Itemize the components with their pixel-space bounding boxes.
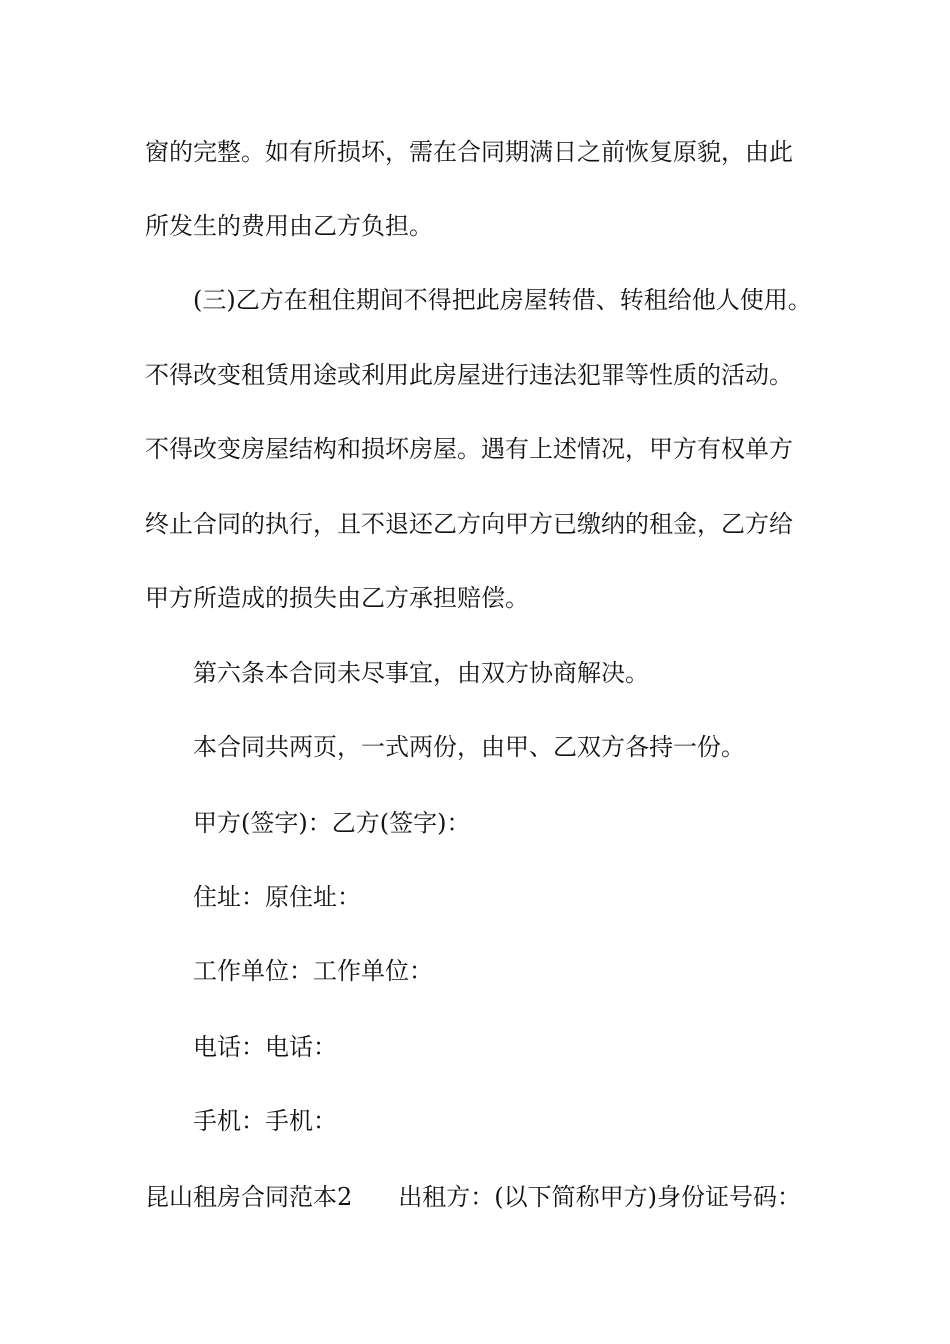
address-line: 住址：原住址：: [193, 883, 361, 911]
paragraph-line: 终止合同的执行，且不退还乙方向甲方已缴纳的租金，乙方给: [145, 510, 793, 538]
next-contract-first-clause: 出租方：(以下简称甲方)身份证号码：: [398, 1183, 802, 1211]
next-contract-title: 昆山租房合同范本2: [145, 1183, 353, 1211]
paragraph-line: 不得改变租赁用途或利用此房屋进行违法犯罪等性质的活动。: [145, 361, 793, 389]
clause-copies: 本合同共两页，一式两份，由甲、乙双方各持一份。: [193, 733, 745, 761]
work-unit-line: 工作单位：工作单位：: [193, 957, 433, 985]
paragraph-line: 所发生的费用由乙方负担。: [145, 212, 433, 240]
signature-line: 甲方(签字)：乙方(签字)：: [193, 809, 471, 837]
phone-line: 电话：电话：: [193, 1033, 337, 1061]
next-contract-heading-line: [145, 1177, 835, 1217]
paragraph-line: 窗的完整。如有所损坏，需在合同期满日之前恢复原貌，由此: [145, 138, 793, 166]
mobile-line: 手机：手机：: [193, 1107, 337, 1135]
paragraph-line: 甲方所造成的损失由乙方承担赔偿。: [145, 584, 529, 612]
paragraph-line: (三)乙方在租住期间不得把此房屋转借、转租给他人使用。: [193, 286, 812, 314]
paragraph-line: 不得改变房屋结构和损坏房屋。遇有上述情况，甲方有权单方: [145, 435, 793, 463]
clause-article-six: 第六条本合同未尽事宜，由双方协商解决。: [193, 659, 649, 687]
